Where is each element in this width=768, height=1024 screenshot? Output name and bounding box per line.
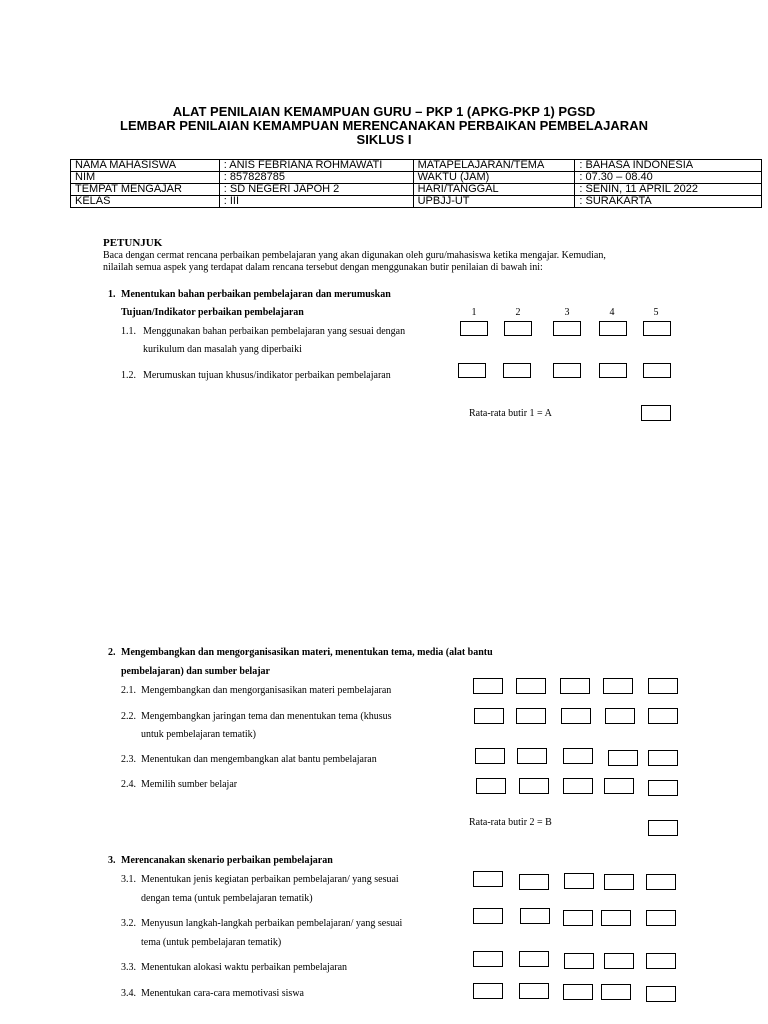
score-box[interactable] [519,778,549,794]
score-box[interactable] [601,910,631,926]
item-text: Mengembangkan dan mengorganisasikan materi pembelajaran [141,685,392,696]
score-box[interactable] [458,363,486,378]
student-info-table [70,159,762,208]
item-text: Menentukan cara-cara memotivasi siswa [141,988,304,999]
section-title: pembelajaran) dan sumber belajar [121,666,270,677]
item-text: kurikulum dan masalah yang diperbaiki [143,344,302,355]
section-number: 3. [108,855,116,866]
cycle-label: SIKLUS I [356,132,412,147]
item-number: 3.4. [121,988,136,999]
score-box[interactable] [553,321,581,336]
item-number: 3.1. [121,874,136,885]
average-label: Rata-rata butir 1 = A [469,408,552,419]
info-value: : SD NEGERI JAPOH 2 [219,184,413,196]
score-box[interactable] [608,750,638,766]
score-box[interactable] [560,678,590,694]
score-box[interactable] [460,321,488,336]
table-row [71,196,762,208]
score-box[interactable] [604,778,634,794]
item-text: Memilih sumber belajar [141,779,238,790]
section-title: Menentukan bahan perbaikan pembelajaran dan merumuskan [121,289,391,300]
average-box[interactable] [648,820,678,836]
info-label: UPBJJ-UT [413,196,575,208]
score-box[interactable] [563,984,593,1000]
score-box[interactable] [599,363,627,378]
item-number: 2.1. [121,685,136,696]
score-box[interactable] [648,678,678,694]
instructions-line: Baca dengan cermat rencana perbaikan pembelajaran yang akan digunakan oleh guru/mahasiswa ketika mengajar. Kemudian, [103,250,606,261]
item-number: 2.3. [121,754,136,765]
score-box[interactable] [643,321,671,336]
score-box[interactable] [603,678,633,694]
item-text: Menentukan dan mengembangkan alat bantu pembelajaran [141,754,377,765]
score-box[interactable] [517,748,547,764]
score-box[interactable] [601,984,631,1000]
score-box[interactable] [516,708,546,724]
info-label: TEMPAT MENGAJAR [71,184,220,196]
section-title: Merencanakan skenario perbaikan pembelajaran [121,855,333,866]
item-number: 2.4. [121,779,136,790]
item-number: 2.2. [121,711,136,722]
item-text: Merumuskan tujuan khusus/indikator perbaikan pembelajaran [143,370,391,381]
scale-label: 4 [609,307,615,318]
scale-label: 3 [564,307,570,318]
table-row [71,184,762,196]
score-box[interactable] [476,778,506,794]
score-box[interactable] [648,780,678,796]
info-value: : BAHASA INDONESIA [575,160,762,172]
score-box[interactable] [473,983,503,999]
info-value: : SURAKARTA [575,196,762,208]
score-box[interactable] [646,953,676,969]
item-text: untuk pembelajaran tematik) [141,729,256,740]
score-box[interactable] [648,750,678,766]
score-box[interactable] [516,678,546,694]
score-box[interactable] [475,748,505,764]
score-box[interactable] [474,708,504,724]
info-label: WAKTU (JAM) [413,172,575,184]
score-box[interactable] [473,678,503,694]
score-box[interactable] [473,871,503,887]
info-label: MATAPELAJARAN/TEMA [413,160,575,172]
instructions-line: nilailah semua aspek yang terdapat dalam rencana tersebut dengan menggunakan butir penilaian di bawah ini: [103,262,543,273]
score-box[interactable] [519,983,549,999]
score-box[interactable] [646,986,676,1002]
score-box[interactable] [473,951,503,967]
item-text: Menentukan jenis kegiatan perbaikan pembelajaran/ yang sesuai [141,874,399,885]
form-title: ALAT PENILAIAN KEMAMPUAN GURU – PKP 1 (APKG-PKP 1) PGSD [172,104,596,119]
item-number: 3.2. [121,918,136,929]
section-number: 2. [108,647,116,658]
info-value: : ANIS FEBRIANA ROHMAWATI [219,160,413,172]
scale-label: 1 [471,307,477,318]
table-row [71,160,762,172]
item-number: 1.1. [121,326,136,337]
info-label: HARI/TANGGAL [413,184,575,196]
score-box[interactable] [599,321,627,336]
score-box[interactable] [564,873,594,889]
info-value: : III [219,196,413,208]
average-box[interactable] [641,405,671,421]
score-box[interactable] [648,708,678,724]
info-value: : SENIN, 11 APRIL 2022 [575,184,762,196]
scale-label: 5 [653,307,659,318]
item-number: 1.2. [121,370,136,381]
item-text: Menyusun langkah-langkah perbaikan pembelajaran/ yang sesuai [141,918,403,929]
item-text: Menentukan alokasi waktu perbaikan pembelajaran [141,962,348,973]
score-box[interactable] [564,953,594,969]
info-value: : 07.30 – 08.40 [575,172,762,184]
table-row [71,172,762,184]
item-text: tema (untuk pembelajaran tematik) [141,937,282,948]
item-number: 3.3. [121,962,136,973]
score-box[interactable] [605,708,635,724]
score-box[interactable] [604,874,634,890]
score-box[interactable] [646,910,676,926]
average-label: Rata-rata butir 2 = B [469,817,552,828]
score-box[interactable] [519,874,549,890]
section-title: Mengembangkan dan mengorganisasikan materi, menentukan tema, media (alat bantu [121,647,493,658]
score-box[interactable] [553,363,581,378]
score-box[interactable] [519,951,549,967]
score-box[interactable] [503,363,531,378]
info-label: KELAS [71,196,220,208]
item-text: Mengembangkan jaringan tema dan menentukan tema (khusus [141,711,392,722]
scale-label: 2 [515,307,521,318]
info-value: : 857828785 [219,172,413,184]
score-box[interactable] [643,363,671,378]
section-number: 1. [108,289,116,300]
score-box[interactable] [504,321,532,336]
score-box[interactable] [563,748,593,764]
score-box[interactable] [563,778,593,794]
item-text: dengan tema (untuk pembelajaran tematik) [141,893,313,904]
section-title: Tujuan/Indikator perbaikan pembelajaran [121,307,304,318]
score-box[interactable] [520,908,550,924]
instructions-heading: PETUNJUK [103,237,163,249]
item-text: Menggunakan bahan perbaikan pembelajaran yang sesuai dengan [143,326,406,337]
score-box[interactable] [604,953,634,969]
info-label: NIM [71,172,220,184]
score-box[interactable] [561,708,591,724]
form-subtitle: LEMBAR PENILAIAN KEMAMPUAN MERENCANAKAN PERBAIKAN PEMBELAJARAN [120,118,648,133]
score-box[interactable] [473,908,503,924]
score-box[interactable] [563,910,593,926]
score-box[interactable] [646,874,676,890]
info-label: NAMA MAHASISWA [71,160,220,172]
